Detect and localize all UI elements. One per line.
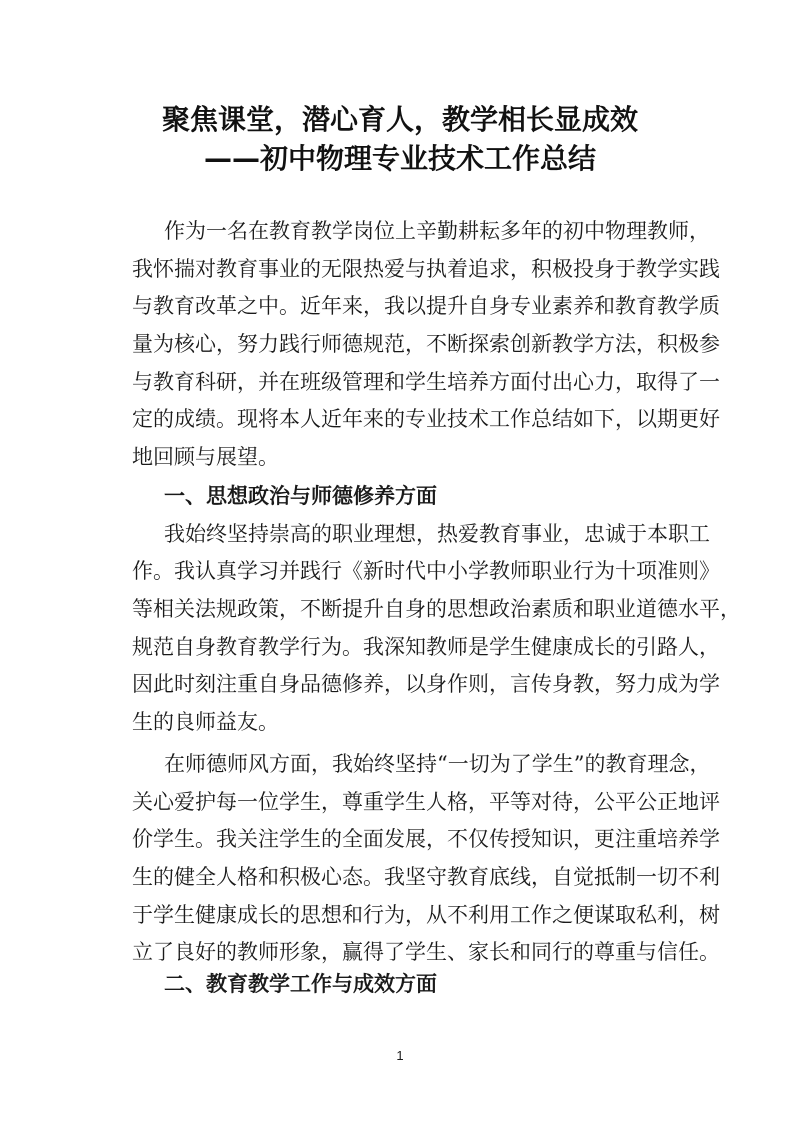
section-1: [132, 478, 741, 972]
text-line: 定的成绩。现将本人近年来的专业技术工作总结如下，以期更好: [132, 407, 720, 432]
text-line: 立了良好的教师形象，赢得了学生、家长和同行的尊重与信任。: [132, 940, 720, 965]
section-heading: 一、思想政治与师德修养方面: [164, 484, 437, 508]
page-number: 1: [396, 1048, 404, 1063]
text-line: 价学生。我关注学生的全面发展，不仅传授知识，更注重培养学: [132, 827, 720, 852]
section-2: [132, 966, 685, 1004]
text-line: 作为一名在教育教学岗位上辛勤耕耘多年的初中物理教师，: [164, 219, 710, 243]
text-line: 在师德师风方面，我始终坚持“一切为了学生”的教育理念，: [164, 751, 711, 776]
text-line: 因此时刻注重自身品德修养，以身作则，言传身教，努力成为学: [132, 672, 720, 697]
text-line: 与教育改革之中。近年来，我以提升自身专业素养和教育教学质: [132, 294, 720, 319]
intro-paragraph: [132, 213, 720, 477]
text-line: 生的良师益友。: [132, 710, 279, 735]
document-subtitle: ——初中物理专业技术工作总结: [203, 142, 596, 175]
text-line: 量为核心，努力践行师德规范，不断探索创新教学方法，积极参: [132, 332, 720, 357]
section-heading: 二、教育教学工作与成效方面: [164, 972, 437, 996]
text-line: 生的健全人格和积极心态。我坚守教育底线，自觉抵制一切不利: [132, 864, 720, 889]
text-line: 我始终坚持崇高的职业理想，热爱教育事业，忠诚于本职工: [164, 521, 710, 546]
document-title: 聚焦课堂，潜心育人，教学相长显成效: [161, 103, 638, 136]
text-line: 我怀揣对教育事业的无限热爱与执着追求，积极投身于教学实践: [132, 256, 720, 281]
text-line: 关心爱护每一位学生，尊重学生人格，平等对待，公平公正地评: [132, 789, 720, 814]
text-line: 于学生健康成长的思想和行为，从不利用工作之便谋取私利，树: [132, 902, 720, 927]
text-line: 规范自身教育教学行为。我深知教师是学生健康成长的引路人，: [132, 634, 720, 659]
text-line: 作。我认真学习并践行《新时代中小学教师职业行为十项准则》: [132, 559, 720, 584]
text-line: 地回顾与展望。: [132, 445, 279, 470]
text-line: 等相关法规政策，不断提升自身的思想政治素质和职业道德水平，: [132, 597, 741, 622]
text-line: 与教育科研，并在班级管理和学生培养方面付出心力，取得了一: [132, 369, 720, 394]
